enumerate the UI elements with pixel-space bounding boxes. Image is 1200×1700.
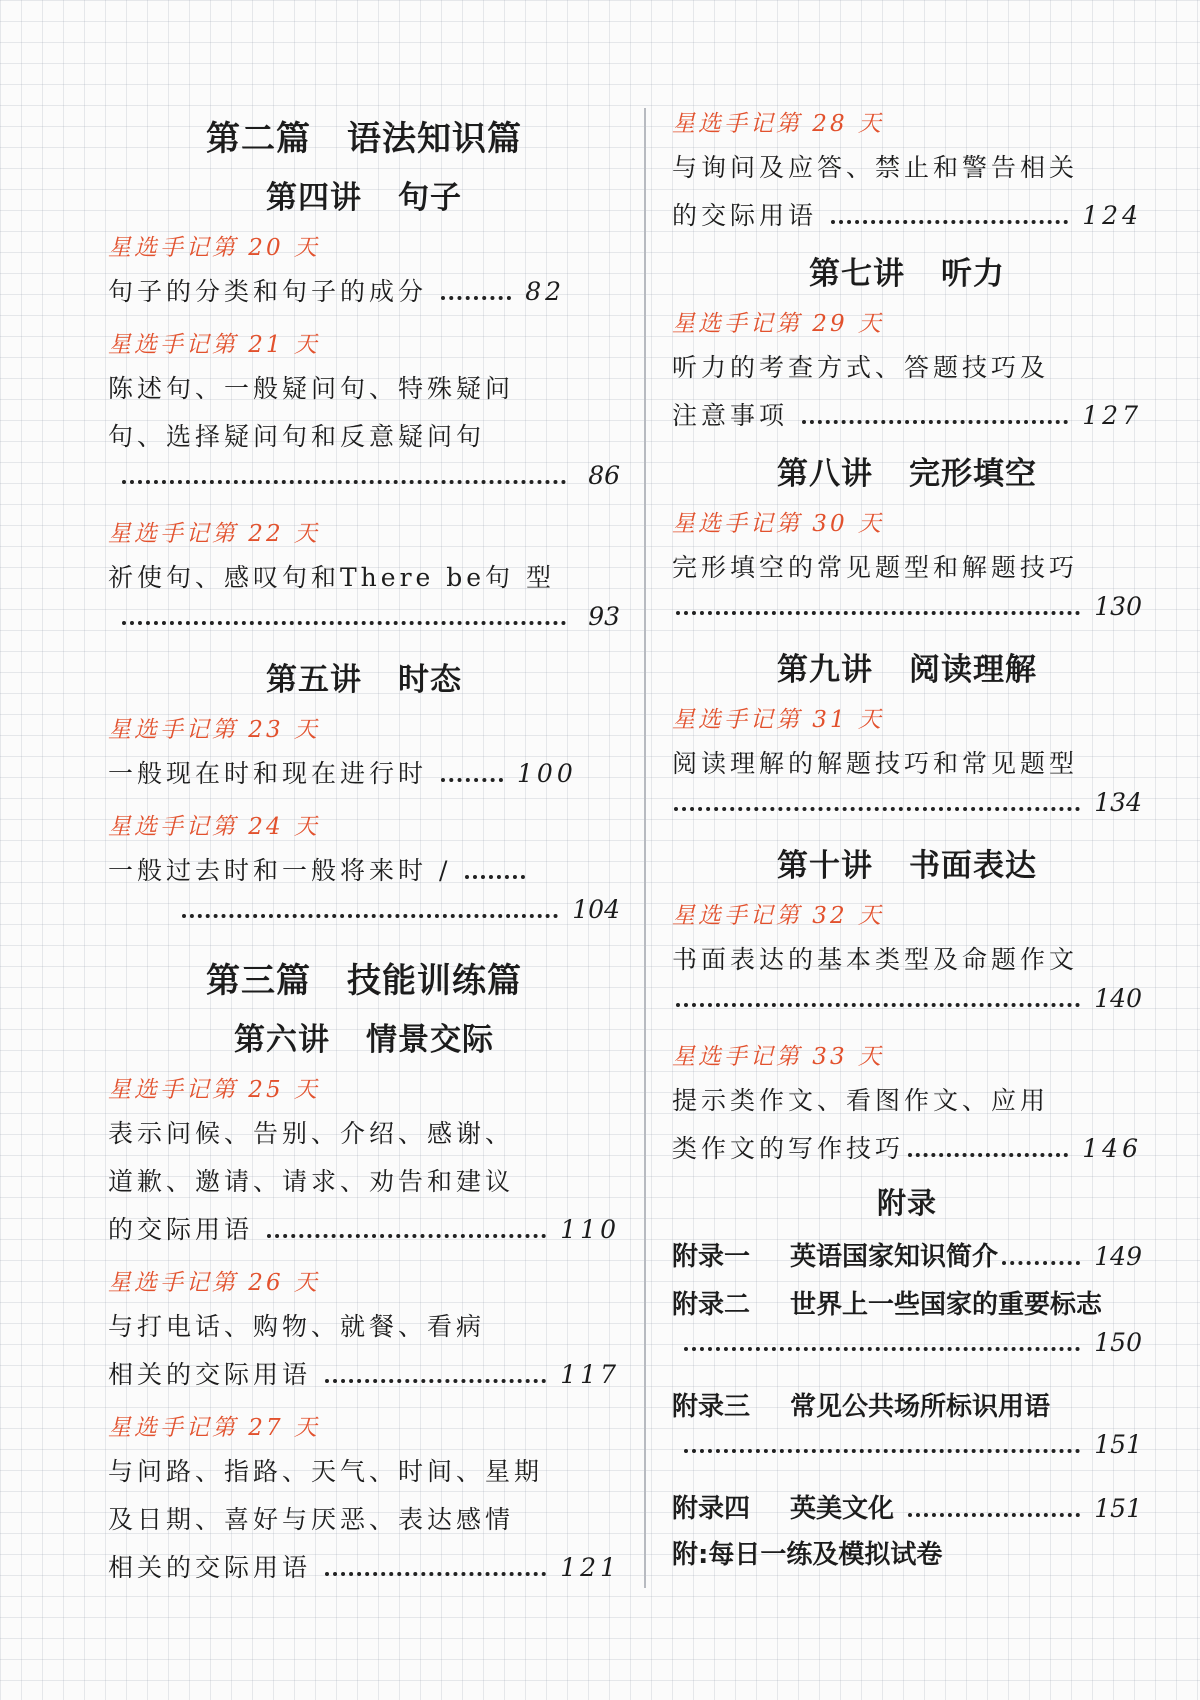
- toc-entry-day-31[interactable]: [672, 701, 1142, 832]
- entry-text: 道歉、邀请、请求、劝告和建议: [108, 1167, 515, 1196]
- page-number: 86: [588, 461, 620, 490]
- page-number: 117: [560, 1360, 620, 1389]
- toc-entry-day-32[interactable]: [672, 897, 1142, 1028]
- dot-leader: [676, 611, 1080, 615]
- toc-entry-day-29[interactable]: [672, 305, 1142, 440]
- lecture-title-listening: 第七讲 听力: [809, 256, 1005, 292]
- entry-text: 句子的分类和句子的成分: [108, 277, 428, 306]
- entry-text: 的交际用语: [672, 201, 818, 230]
- appendix-entry-2[interactable]: [672, 1282, 1142, 1328]
- dot-leader: [267, 1234, 546, 1238]
- entry-text: 与问路、指路、天气、时间、星期: [108, 1457, 544, 1486]
- entry-text: 陈述句、一般疑问句、特殊疑问: [108, 374, 515, 403]
- entry-text: 听力的考查方式、答题技巧及: [672, 353, 1050, 382]
- entry-text: 句、选择疑问句和反意疑问句: [108, 422, 486, 451]
- appendix-code: 附录一: [672, 1242, 751, 1272]
- dot-leader: [441, 296, 511, 300]
- day-label: 星选手记第 23 天: [108, 717, 320, 743]
- page-number: 100: [517, 759, 577, 788]
- page-number: 130: [1094, 592, 1142, 621]
- dot-leader: [908, 1153, 1068, 1157]
- toc-entry-day-23[interactable]: [108, 711, 620, 798]
- page-number: 124: [1082, 201, 1142, 230]
- appendix-entry-1[interactable]: [672, 1234, 1142, 1280]
- column-divider: [644, 108, 646, 1588]
- toc-entry-day-22[interactable]: [108, 515, 620, 646]
- entry-text: 表示问候、告别、介绍、感谢、: [108, 1119, 515, 1148]
- lecture-title-sentences: 第四讲 句子: [266, 180, 462, 216]
- dot-leader: [325, 1379, 546, 1383]
- lecture-title-tenses: 第五讲 时态: [266, 662, 462, 698]
- page-number: 151: [1094, 1494, 1142, 1523]
- page-number: 121: [560, 1553, 620, 1582]
- appendix-title: 附录: [876, 1186, 937, 1220]
- entry-text: 一般现在时和现在进行时: [108, 759, 428, 788]
- part-title-grammar: 第二篇 语法知识篇: [206, 119, 522, 159]
- toc-entry-day-33[interactable]: [672, 1038, 1142, 1173]
- entry-text: 与询问及应答、禁止和警告相关: [672, 153, 1079, 182]
- entry-text: 完形填空的常见题型和解题技巧: [672, 553, 1079, 582]
- appendix-name: 世界上一些国家的重要标志: [790, 1290, 1103, 1320]
- appendix-name: 常见公共场所标识用语: [790, 1392, 1051, 1422]
- lecture-title-writing: 第十讲 书面表达: [777, 848, 1037, 884]
- entry-text: 的交际用语: [108, 1215, 254, 1244]
- page-number: 82: [525, 277, 566, 306]
- appendix-entry-3[interactable]: [672, 1384, 1142, 1430]
- page-number: 149: [1094, 1242, 1142, 1271]
- dot-leader: [908, 1513, 1080, 1517]
- part-title-skills: 第三篇 技能训练篇: [206, 961, 522, 1001]
- page-number: 151: [1094, 1430, 1142, 1459]
- appendix-name: 英美文化: [790, 1494, 895, 1524]
- page-number: 127: [1082, 401, 1142, 430]
- dot-leader: [122, 621, 566, 625]
- entry-text: 类作文的写作技巧: [672, 1134, 905, 1163]
- day-label: 星选手记第 27 天: [108, 1415, 320, 1441]
- lecture-title-situational-communication: 第六讲 情景交际: [234, 1022, 494, 1058]
- day-label: 星选手记第 30 天: [672, 511, 884, 537]
- toc-entry-day-24[interactable]: [108, 808, 620, 939]
- entry-text: 书面表达的基本类型及命题作文: [672, 945, 1079, 974]
- toc-entry-day-30[interactable]: [672, 505, 1142, 636]
- day-label: 星选手记第 32 天: [672, 903, 884, 929]
- page-number: 146: [1082, 1134, 1142, 1163]
- dot-leader: [1002, 1261, 1080, 1265]
- dot-leader: [676, 1003, 1080, 1007]
- page-number: 104: [572, 895, 620, 924]
- day-label: 星选手记第 28 天: [672, 111, 884, 137]
- day-label: 星选手记第 26 天: [108, 1270, 320, 1296]
- day-label: 星选手记第 24 天: [108, 814, 320, 840]
- toc-entry-day-27[interactable]: [108, 1409, 620, 1592]
- entry-text: 及日期、喜好与厌恶、表达感情: [108, 1505, 515, 1534]
- day-label: 星选手记第 25 天: [108, 1077, 320, 1103]
- day-label: 星选手记第 29 天: [672, 311, 884, 337]
- dot-leader: [684, 1449, 1080, 1453]
- dot-leader: [684, 1347, 1080, 1351]
- entry-text: 阅读理解的解题技巧和常见题型: [672, 749, 1079, 778]
- appendix-name: 英语国家知识简介: [790, 1242, 999, 1272]
- lecture-title-reading: 第九讲 阅读理解: [777, 652, 1037, 688]
- day-label: 星选手记第 33 天: [672, 1044, 884, 1070]
- toc-entry-day-25[interactable]: [108, 1071, 620, 1254]
- appendix-code: 附录三: [672, 1392, 751, 1422]
- dot-leader: [122, 480, 566, 484]
- day-label: 星选手记第 20 天: [108, 235, 320, 261]
- toc-entry-day-21[interactable]: [108, 326, 620, 505]
- day-label: 星选手记第 22 天: [108, 521, 320, 547]
- entry-text: 提示类作文、看图作文、应用: [672, 1086, 1050, 1115]
- lecture-title-cloze: 第八讲 完形填空: [777, 456, 1037, 492]
- dot-leader: [182, 914, 558, 918]
- day-label: 星选手记第 31 天: [672, 707, 884, 733]
- page-number: 134: [1094, 788, 1142, 817]
- entry-text: 祈使句、感叹句和There be句 型: [108, 563, 556, 592]
- appendix-extra-practice[interactable]: 附:每日一练及模拟试卷: [672, 1540, 943, 1570]
- page-number: 93: [588, 602, 620, 631]
- toc-right-column: [672, 105, 1142, 1578]
- page-number: 140: [1094, 984, 1142, 1013]
- entry-text: 注意事项: [672, 401, 789, 430]
- dot-leader: [325, 1572, 546, 1576]
- dot-leader: [465, 875, 525, 879]
- dot-leader: [802, 420, 1068, 424]
- day-label: 星选手记第 21 天: [108, 332, 320, 358]
- dot-leader: [441, 778, 503, 782]
- page-number: 110: [560, 1215, 620, 1244]
- toc-entry-day-20[interactable]: [108, 229, 620, 316]
- toc-entry-day-28[interactable]: [672, 105, 1142, 240]
- toc-left-column: [108, 105, 620, 1596]
- entry-text: 一般过去时和一般将来时 /: [108, 856, 452, 885]
- appendix-entry-4[interactable]: [672, 1486, 1142, 1532]
- page-number: 150: [1094, 1328, 1142, 1357]
- appendix-code: 附录四: [672, 1494, 751, 1524]
- entry-text: 与打电话、购物、就餐、看病: [108, 1312, 486, 1341]
- toc-entry-day-26[interactable]: [108, 1264, 620, 1399]
- dot-leader: [831, 220, 1068, 224]
- appendix-code: 附录二: [672, 1290, 751, 1320]
- entry-text: 相关的交际用语: [108, 1360, 312, 1389]
- dot-leader: [674, 807, 1080, 811]
- entry-text: 相关的交际用语: [108, 1553, 312, 1582]
